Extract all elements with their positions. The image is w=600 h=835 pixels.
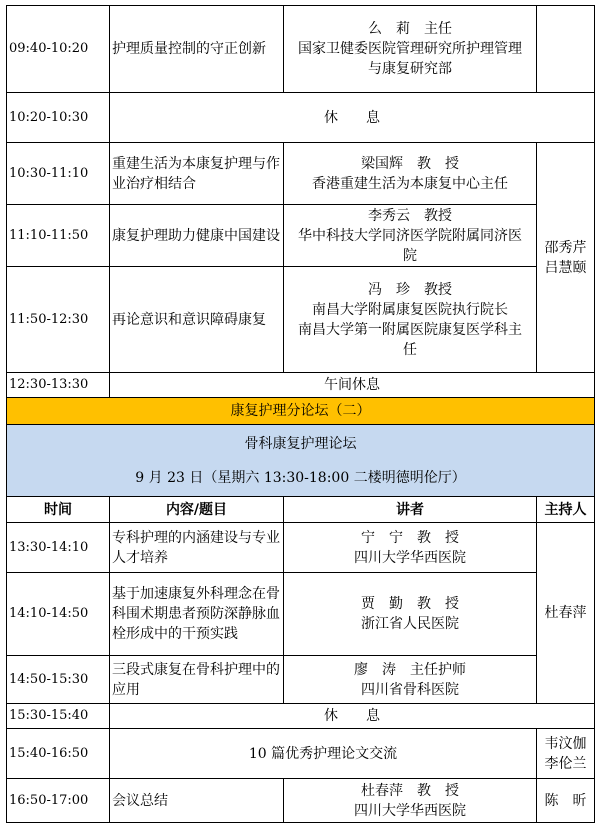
table-row <box>7 93 595 143</box>
time-cell: 15:40-16:50 <box>7 729 110 779</box>
topic-cell: 康复护理助力健康中国建设 <box>110 205 284 267</box>
host-cell <box>537 143 595 373</box>
header-time: 时间 <box>7 497 110 523</box>
speaker-name: 廖 涛 主任护师 <box>354 661 466 678</box>
speaker-name: 冯 珍 教授 <box>368 281 452 298</box>
header-speaker: 讲者 <box>284 497 537 523</box>
forum-info <box>7 425 595 497</box>
host-cell: 杜春萍 <box>537 523 595 704</box>
table-row <box>7 205 595 267</box>
forum-date: 9 月 23 日（星期六 13:30-18:00 二楼明德明伦厅） <box>135 469 466 486</box>
forum-title: 康复护理分论坛（二） <box>7 398 595 425</box>
speaker-affiliation: 国家卫健委医院管理研究所护理管理 <box>298 41 522 57</box>
forum-title-row <box>7 398 595 425</box>
host-name: 吕慧颐 <box>544 259 587 276</box>
speaker-name: 贾 勤 教 授 <box>361 596 459 612</box>
speaker-affiliation: 浙江省人民医院 <box>361 616 459 632</box>
topic-cell: 会议总结 <box>110 779 284 823</box>
speaker-cell <box>284 205 537 267</box>
forum-subtitle: 骨科康复护理论坛 <box>244 435 357 452</box>
time-cell: 10:30-11:10 <box>7 143 110 205</box>
topic-cell: 三段式康复在骨科护理中的应用 <box>110 656 284 704</box>
header-host: 主持人 <box>537 497 595 523</box>
table-row <box>7 779 595 823</box>
table-row <box>7 573 595 656</box>
speaker-affiliation: 四川大学华西医院 <box>354 549 466 566</box>
table-row <box>7 373 595 398</box>
speaker-affiliation: 南昌大学第一附属医院康复医学科主 <box>298 321 522 338</box>
speaker-name: 杜春萍 教 授 <box>361 782 459 799</box>
time-cell: 15:30-15:40 <box>7 704 110 729</box>
speaker-name: 梁国辉 教 授 <box>361 155 459 172</box>
time-cell: 16:50-17:00 <box>7 779 110 823</box>
header-topic: 内容/题目 <box>110 497 284 523</box>
topic-cell: 护理质量控制的守正创新 <box>110 6 284 93</box>
speaker-cell <box>284 143 537 205</box>
time-cell: 11:50-12:30 <box>7 267 110 373</box>
time-cell: 14:10-14:50 <box>7 573 110 656</box>
host-cell <box>537 6 595 93</box>
schedule-sheet <box>6 5 594 823</box>
speaker-cell <box>284 6 537 93</box>
speaker-affiliation: 与康复研究部 <box>368 61 452 77</box>
topic-cell: 再论意识和意识障碍康复 <box>110 267 284 373</box>
table-row <box>7 267 595 373</box>
time-cell: 13:30-14:10 <box>7 523 110 573</box>
time-cell: 09:40-10:20 <box>7 6 110 93</box>
content-cell: 10 篇优秀护理论文交流 <box>110 729 537 779</box>
speaker-name: 李秀云 教授 <box>368 207 452 224</box>
speaker-name: 么 莉 主任 <box>368 21 452 37</box>
break-cell: 休 息 <box>110 93 595 143</box>
time-cell: 11:10-11:50 <box>7 205 110 267</box>
speaker-name: 宁 宁 教 授 <box>361 529 459 546</box>
table-row <box>7 523 595 573</box>
schedule-table <box>6 5 595 823</box>
speaker-cell <box>284 779 537 823</box>
speaker-affiliation: 四川大学华西医院 <box>354 802 466 819</box>
header-row <box>7 497 595 523</box>
speaker-cell <box>284 523 537 573</box>
table-row <box>7 704 595 729</box>
time-cell: 10:20-10:30 <box>7 93 110 143</box>
table-row <box>7 6 595 93</box>
host-cell: 陈 昕 <box>537 779 595 823</box>
host-cell <box>537 729 595 779</box>
speaker-affiliation: 南昌大学附属康复医院执行院长 <box>312 301 508 318</box>
break-cell: 午间休息 <box>110 373 595 398</box>
table-row <box>7 729 595 779</box>
speaker-affiliation: 华中科技大学同济医学院附属同济医 <box>298 227 522 244</box>
host-name: 韦汶伽 <box>544 735 587 752</box>
time-cell: 12:30-13:30 <box>7 373 110 398</box>
table-row <box>7 143 595 205</box>
speaker-affiliation: 四川省骨科医院 <box>361 681 459 698</box>
topic-cell: 专科护理的内涵建设与专业人才培养 <box>110 523 284 573</box>
table-row <box>7 656 595 704</box>
forum-info-row <box>7 425 595 497</box>
speaker-cell <box>284 656 537 704</box>
topic-cell: 基于加速康复外科理念在骨科围术期患者预防深静脉血栓形成中的干预实践 <box>110 573 284 656</box>
host-name: 李伦兰 <box>544 755 587 772</box>
speaker-cell <box>284 573 537 656</box>
speaker-affiliation: 院 <box>403 247 417 264</box>
host-name: 邵秀芹 <box>544 239 587 256</box>
speaker-cell <box>284 267 537 373</box>
time-cell: 14:50-15:30 <box>7 656 110 704</box>
speaker-affiliation: 任 <box>403 341 417 358</box>
speaker-affiliation: 香港重建生活为本康复中心主任 <box>312 175 508 192</box>
topic-cell: 重建生活为本康复护理与作业治疗相结合 <box>110 143 284 205</box>
break-cell: 休 息 <box>110 704 595 729</box>
